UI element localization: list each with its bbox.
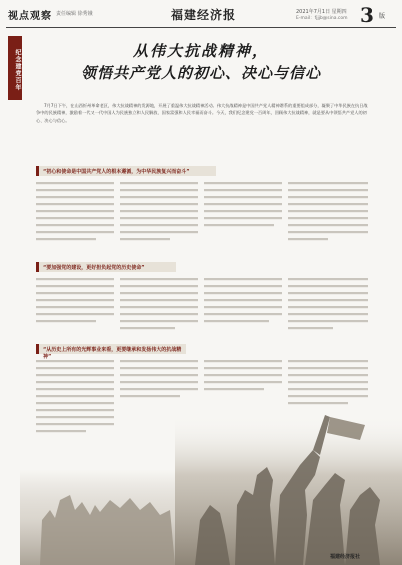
headline-line-2: 领悟共产党人的初心、决心与信心 <box>80 64 321 82</box>
contact-email: E-mail：fjjjb@sina.com <box>296 16 348 21</box>
section-editor: 责任编辑 徐秀娥 <box>56 11 93 17</box>
sculpture-illustration-left <box>20 440 175 565</box>
section-name: 视点观察 <box>8 11 52 22</box>
sculpture-illustration-right <box>175 395 402 565</box>
vertical-tag: 纪念建党百年 <box>8 36 22 100</box>
section-heading-1: “初心和使命是中国共产党人的根本遵循，为中华民族复兴而奋斗” <box>36 166 216 176</box>
footer-credit: 福建经济报社 <box>330 554 361 560</box>
newspaper-masthead: 福建经济报 <box>171 8 237 22</box>
section-1-text-columns <box>36 182 371 250</box>
section-heading-2: “要加强党的建设，更好担负起党的历史使命” <box>36 262 176 272</box>
page-suffix: 版 <box>379 13 386 20</box>
headline-line-1: 从伟大抗战精神， <box>132 42 269 60</box>
header-divider <box>6 27 396 28</box>
issue-date: 2021年7月1日 星期四 <box>296 9 347 15</box>
page-number: 3 <box>360 3 374 27</box>
page-header <box>6 5 396 27</box>
section-2-text-columns <box>36 278 371 338</box>
section-heading-3: “从历史上所有的光辉事业来看，更要继承和发扬伟大的抗战精神” <box>36 344 186 354</box>
intro-paragraph: 7月7日下午，在山西忻州革命老区，伟大抗战精神的发源地，开展了重温伟大抗战精神活动。伟大抗战精神是中国共产党人精神谱系的重要组成部分，凝聚了中华民族在抗日战争中的民族精神，激励着一代又一代中国人为民族独立和人民解放、国家富强和人民幸福而奋斗。今天，我们纪念建党一百周年，回顾伟大抗战精神，就是要从中领悟共产党人的初心、决心与信心。 <box>36 103 368 123</box>
